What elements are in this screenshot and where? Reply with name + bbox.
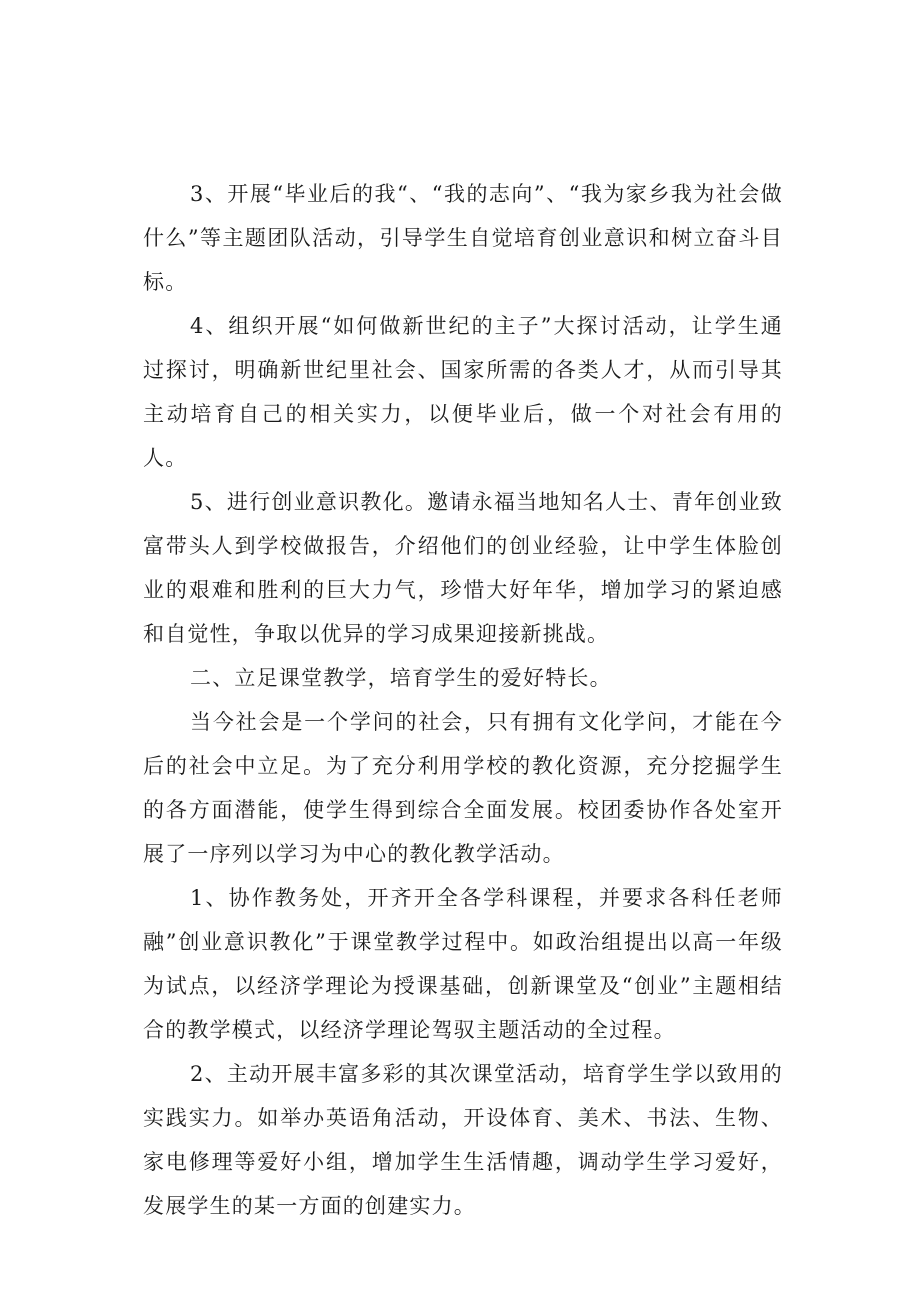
paragraph-1: 1、协作教务处，开齐开全各学科课程，并要求各科任老师融”创业意识教化”于课堂教学过程中。如政治组提出以高一年级为试点，以经济学理论为授课基础，创新课堂及“创业”主题相结合的教学模式，以经济学理论驾驭主题活动的全过程。 <box>143 886 783 1042</box>
section-heading-2: 二、立足课堂教学，培育学生的爱好特长。 <box>190 666 612 690</box>
document-body <box>143 172 783 1228</box>
paragraph-intro: 当今社会是一个学问的社会，只有拥有文化学问，才能在今后的社会中立足。为了充分利用学校的教化资源，充分挖掘学生的各方面潜能，使学生得到综合全面发展。校团委协作各处室开展了一序列以学习为中心的教化教学活动。 <box>143 710 783 866</box>
paragraph-3: 3、开展“毕业后的我“、“我的志向”、“我为家乡我为社会做什么”等主题团队活动，引导学生自觉培育创业意识和树立奋斗目标。 <box>143 182 783 294</box>
paragraph-4: 4、组织开展“如何做新世纪的主子”大探讨活动，让学生通过探讨，明确新世纪里社会、国家所需的各类人才，从而引导其主动培育自己的相关实力，以便毕业后，做一个对社会有用的人。 <box>143 314 783 470</box>
paragraph-2: 2、主动开展丰富多彩的其次课堂活动，培育学生学以致用的实践实力。如举办英语角活动，开设体育、美术、书法、生物、家电修理等爱好小组，增加学生生活情趣，调动学生学习爱好，发展学生的某一方面的创建实力。 <box>143 1062 783 1218</box>
paragraph-5: 5、进行创业意识教化。邀请永福当地知名人士、青年创业致富带头人到学校做报告，介绍他们的创业经验，让中学生体脸创业的艰难和胜利的巨大力气，珍惜大好年华，增加学习的紧迫感和自觉性，争取以优异的学习成果迎接新挑战。 <box>143 490 783 646</box>
